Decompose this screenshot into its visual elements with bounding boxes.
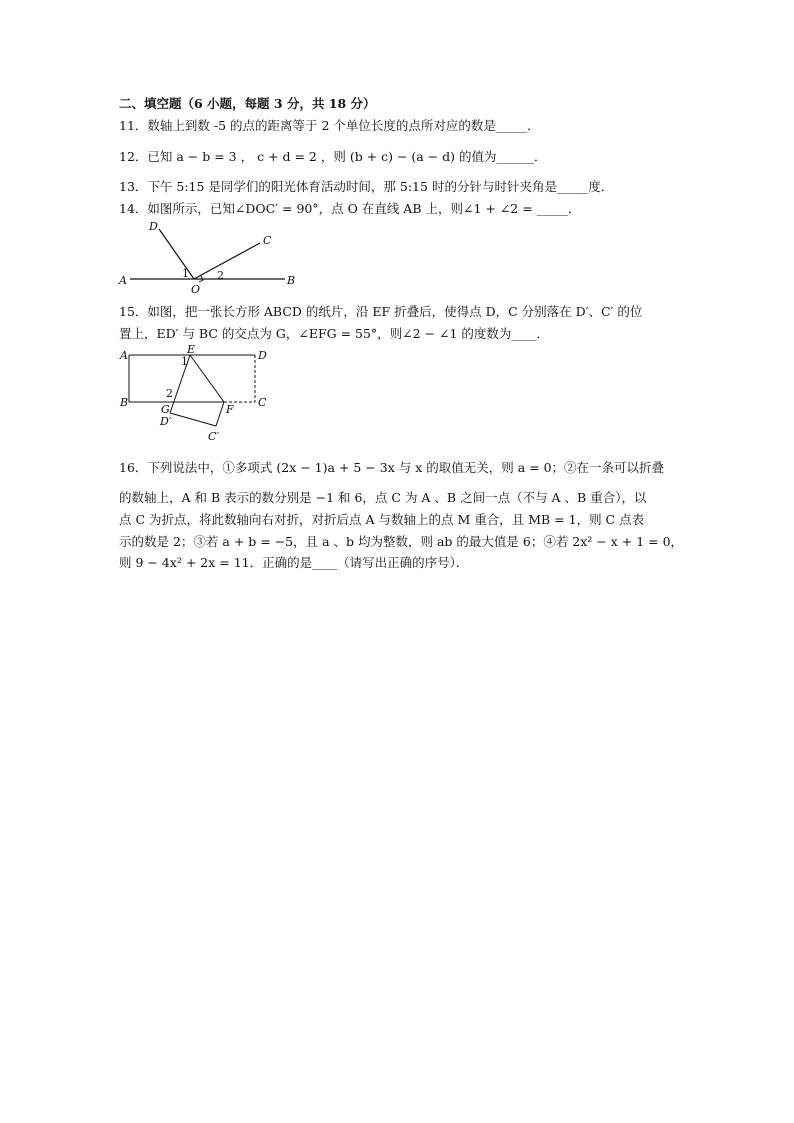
fig14-label-c: C (263, 234, 272, 247)
question-14: 14．如图所示，已知∠DOC′ = 90°，点 O 在直线 AB 上，则∠1 + ∠2 = _____． (119, 201, 581, 216)
figure-15 (115, 345, 275, 445)
fig14-angle-2: 2 (217, 269, 224, 282)
fig15-label-b: B (120, 396, 129, 409)
fig15-angle-1: 1 (181, 355, 188, 368)
fig15-label-d: D (258, 349, 267, 362)
fig14-angle-1: 1 (182, 267, 189, 280)
figure-14 (115, 220, 315, 295)
fig15-angle-2: 2 (166, 387, 173, 400)
question-16-line-5: 则 9 − 4x² + 2x = 11．正确的是____（请写出正确的序号）． (119, 555, 469, 570)
section-title: 二、填空题（6 小题，每题 3 分，共 18 分） (119, 96, 376, 111)
question-15-line-2: 置上，ED′ 与 BC 的交点为 G，∠EFG = 55°，则∠2 − ∠1 的度数为____． (119, 326, 549, 341)
question-15-line-1: 15．如图，把一张长方形 ABCD 的纸片，沿 EF 折叠后，使得点 D，C 分别落在 D′、C′ 的位 (119, 304, 643, 319)
fig15-label-cprime: C′ (208, 430, 219, 443)
question-11: 11．数轴上到数 -5 的点的距离等于 2 个单位长度的点所对应的数是_____． (119, 118, 540, 133)
fig15-label-dprime: D′ (160, 415, 172, 428)
question-16-line-4: 示的数是 2；③若 a + b = −5，且 a 、b 均为整数，则 ab 的最大值是 6；④若 2x² − x + 1 = 0， (119, 534, 684, 549)
fig14-label-o: O (191, 283, 201, 296)
fig14-label-b: B (287, 274, 296, 287)
question-16-line-3: 点 C 为折点，将此数轴向右对折，对折后点 A 与数轴上的点 M 重合，且 MB = 1，则 C 点表 (119, 512, 645, 527)
question-16-line-1: 16．下列说法中，①多项式 (2x − 1)a + 5 − 3x 与 x 的取值无关，则 a = 0；②在一条可以折叠 (119, 460, 665, 475)
question-13: 13．下午 5:15 是同学们的阳光体育活动时间，那 5:15 时的分针与时针夹角是_____度． (119, 179, 614, 194)
fig15-label-f: F (226, 403, 234, 416)
fig15-label-a: A (120, 349, 128, 362)
question-12: 12．已知 a − b = 3 ， c + d = 2 ，则 (b + c) − (a − d) 的值为______． (119, 149, 547, 164)
question-16-line-2: 的数轴上，A 和 B 表示的数分别是 −1 和 6，点 C 为 A 、B 之间一点（不与 A 、B 重合），以 (119, 490, 647, 505)
fig15-label-e: E (187, 343, 196, 356)
fig14-label-a: A (119, 274, 127, 287)
fig14-label-d: D (149, 220, 158, 233)
fig15-label-c: C (258, 396, 267, 409)
fig15-label-g: G (161, 403, 170, 416)
